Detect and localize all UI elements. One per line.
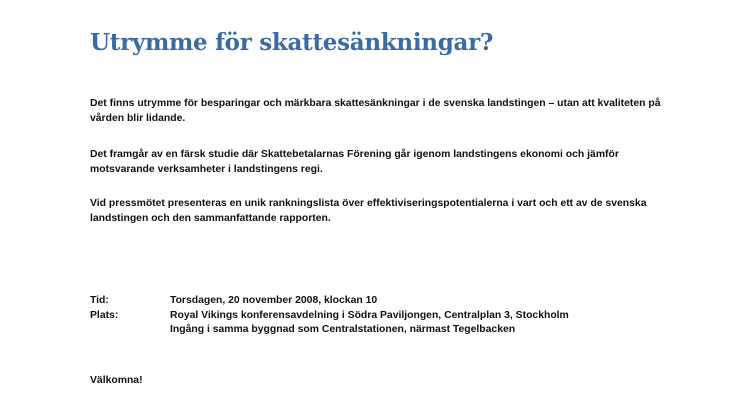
place-row-continued	[90, 323, 569, 338]
place-entrance-note: Ingång i samma byggnad som Centralstationen, närmast Tegelbacken	[170, 324, 516, 335]
time-value: Torsdagen, 20 november 2008, klockan 10	[170, 295, 378, 306]
place-row	[90, 309, 569, 324]
intro-paragraph: Det finns utrymme för besparingar och märkbara skattesänkningar i de svenska landstingen – utan att kvaliteten på vården blir lidande.	[90, 98, 661, 124]
place-value: Royal Vikings konferensavdelning i Södra Paviljongen, Centralplan 3, Stockholm	[170, 309, 569, 321]
study-paragraph: Det framgår av en färsk studie där Skattebetalarnas Förening går igenom landstingens ekonomi och jämför motsvarande verksamheter i landstingens regi.	[90, 149, 619, 175]
place-label-spacer	[90, 323, 170, 338]
press-meeting-paragraph: Vid pressmötet presenteras en unik rankningslista över effektiviseringspotentialerna i vart och ett av de svenska landstingen och den sammanfattande rapporten.	[90, 198, 647, 224]
document-title: Utrymme för skattesänkningar?	[90, 29, 494, 56]
event-details	[90, 294, 569, 338]
time-row	[90, 294, 569, 309]
place-label: Plats:	[90, 309, 119, 321]
time-label: Tid:	[90, 295, 109, 306]
closing-greeting: Välkomna!	[90, 375, 143, 386]
